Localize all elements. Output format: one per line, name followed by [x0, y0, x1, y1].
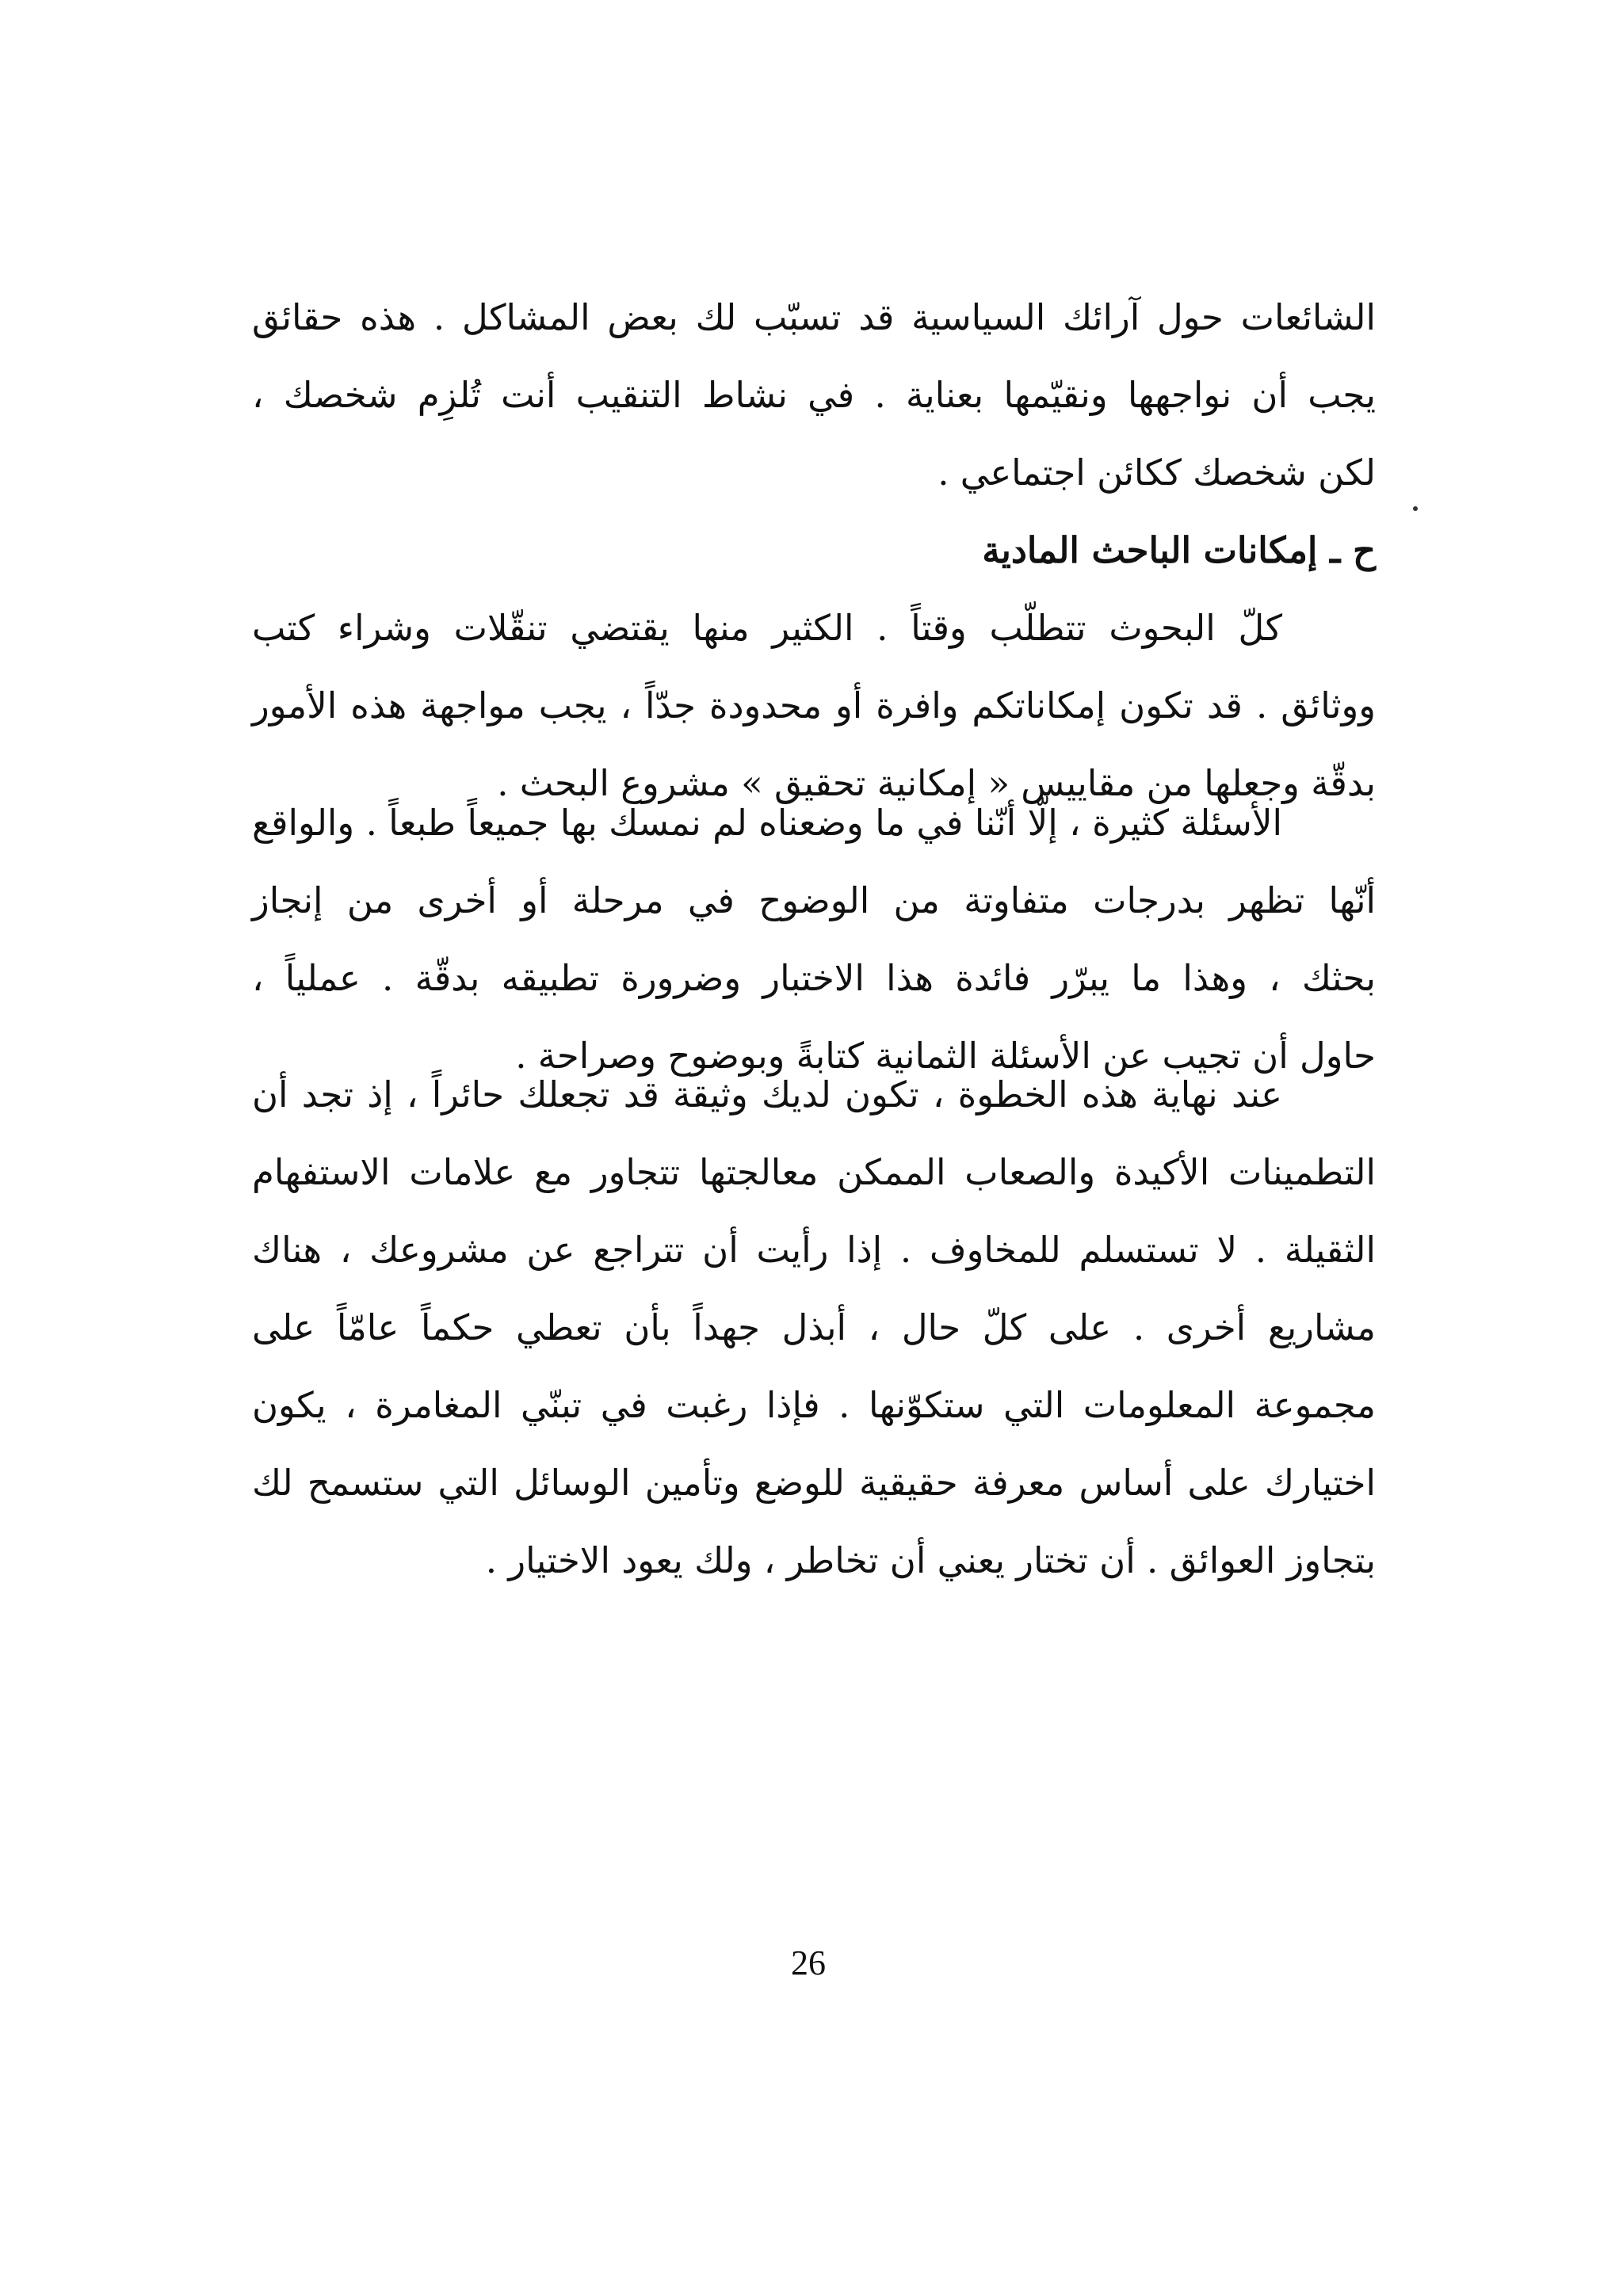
text-line: بدقّة وجعلها من مقاييس « إمكانية تحقيق » مشروع البحث . — [497, 762, 1376, 804]
text-line: ووثائق . قد تكون إمكاناتكم وافرة أو محدودة جدّاً ، يجب مواجهة هذه الأمور — [252, 685, 1376, 727]
paragraph-end-of-step — [252, 1056, 1376, 1600]
section-heading: ح ـ إمكانات الباحث المادية — [982, 529, 1376, 571]
text-line: أنّها تظهر بدرجات متفاوتة من الوضوح في مرحلة أو أخرى من إنجاز — [252, 879, 1376, 921]
text-line: عند نهاية هذه الخطوة ، تكون لديك وثيقة قد تجعلك حائراً ، إذ تجد أن — [252, 1074, 1282, 1116]
text-line: الشائعات حول آرائك السياسية قد تسبّب لك بعض المشاكل . هذه حقائق — [252, 296, 1376, 338]
text-line: مجموعة المعلومات التي ستكوّنها . فإذا رغبت في تبنّي المغامرة ، يكون — [252, 1384, 1376, 1426]
text-line: كلّ البحوث تتطلّب وقتاً . الكثير منها يقتضي تنقّلات وشراء كتب — [252, 607, 1282, 649]
paragraph-questions — [252, 784, 1376, 1095]
text-line: الأسئلة كثيرة ، إلّا أنّنا في ما وضعناه لم نمسك بها جميعاً طبعاً . والواقع — [252, 802, 1282, 844]
text-line: بتجاوز العوائق . أن تختار يعني أن تخاطر ، ولك يعود الاختيار . — [485, 1539, 1376, 1581]
text-line: بحثك ، وهذا ما يبرّر فائدة هذا الاختبار وضرورة تطبيقه بدقّة . عملياً ، — [252, 957, 1376, 999]
paragraph-material-resources — [252, 512, 1376, 822]
text-line: حاول أن تجيب عن الأسئلة الثمانية كتابةً وبوضوح وصراحة . — [515, 1035, 1376, 1077]
paragraph-rumors — [252, 279, 1376, 512]
margin-mark — [1413, 506, 1418, 511]
page-number: 26 — [791, 1943, 826, 1982]
text-line: الثقيلة . لا تستسلم للمخاوف . إذا رأيت أن تتراجع عن مشروعك ، هناك — [252, 1229, 1376, 1271]
text-line: مشاريع أخرى . على كلّ حال ، أبذل جهداً بأن تعطي حكماً عامّاً على — [252, 1306, 1376, 1348]
text-line: لكن شخصك ككائن اجتماعي . — [938, 452, 1376, 494]
text-line: يجب أن نواجهها ونقيّمها بعناية . في نشاط التنقيب أنت تُلزِم شخصك ، — [252, 374, 1376, 416]
text-line: اختيارك على أساس معرفة حقيقية للوضع وتأمين الوسائل التي ستسمح لك — [252, 1462, 1376, 1504]
text-line: التطمينات الأكيدة والصعاب الممكن معالجتها تتجاور مع علامات الاستفهام — [252, 1151, 1376, 1193]
